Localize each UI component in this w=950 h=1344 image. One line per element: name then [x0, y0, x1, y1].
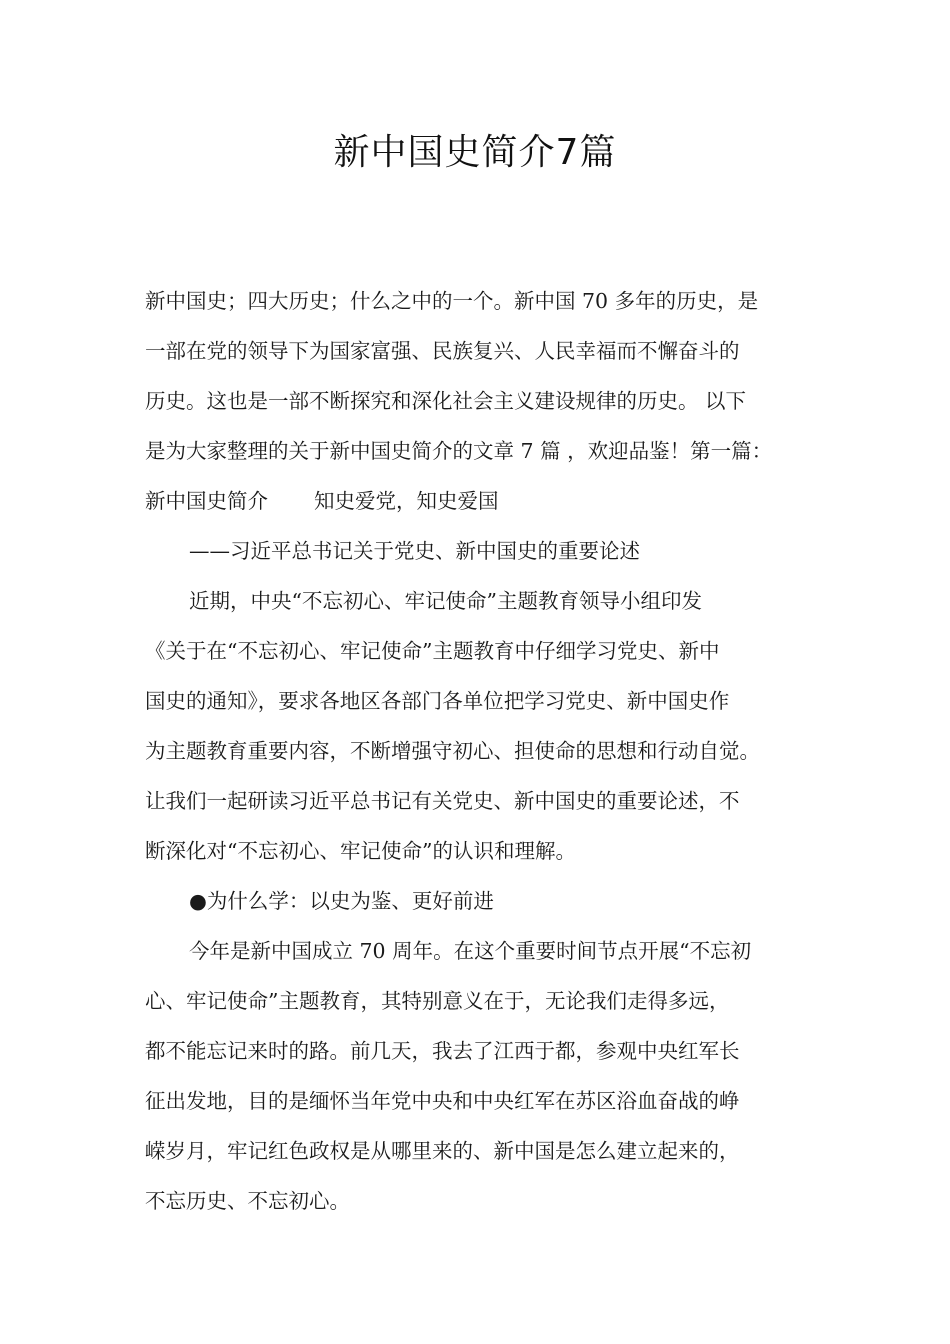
intro-line: 是为大家整理的关于新中国史简介的文章 7 篇 ，欢迎品鉴！第一篇： [145, 439, 773, 463]
paragraph-line: 都不能忘记来时的路。前几天，我去了江西于都，参观中央红军长 [145, 1039, 740, 1063]
article-subtitle: ——习近平总书记关于党史、新中国史的重要论述 [189, 539, 640, 563]
paragraph-line: 让我们一起研读习近平总书记有关党史、新中国史的重要论述，不 [145, 789, 740, 813]
article-label: 新中国史简介 [145, 489, 268, 513]
intro-line: 一部在党的领导下为国家富强、民族复兴、人民幸福而不懈奋斗的 [145, 339, 740, 363]
paragraph-line: 今年是新中国成立 70 周年。在这个重要时间节点开展“不忘初 [189, 939, 752, 963]
paragraph-line: 心、牢记使命”主题教育，其特别意义在于，无论我们走得多远， [145, 989, 730, 1013]
document-title: 新中国史简介7篇 [333, 132, 617, 173]
paragraph-line: 国史的通知》，要求各地区各部门各单位把学习党史、新中国史作 [145, 689, 730, 713]
paragraph-line: 嵘岁月，牢记红色政权是从哪里来的、新中国是怎么建立起来的， [145, 1139, 740, 1163]
section-heading: ●为什么学：以史为鉴、更好前进 [189, 889, 494, 913]
paragraph-line: 为主题教育重要内容，不断增强守初心、担使命的思想和行动自觉。 [145, 739, 760, 763]
paragraph-line: 征出发地，目的是缅怀当年党中央和中央红军在苏区浴血奋战的峥 [145, 1089, 740, 1113]
paragraph-line: 《关于在“不忘初心、牢记使命”主题教育中仔细学习党史、新中 [145, 639, 720, 663]
article-title: 知史爱党，知史爱国 [314, 489, 499, 513]
document-body [145, 276, 825, 1226]
first-article-heading [145, 476, 825, 526]
paragraph-line: 断深化对“不忘初心、牢记使命”的认识和理解。 [145, 839, 576, 863]
intro-line: 历史。这也是一部不断探究和深化社会主义建设规律的历史。 以下 [145, 389, 747, 413]
intro-line: 新中国史；四大历史；什么之中的一个。新中国 70 多年的历史，是 [145, 289, 759, 313]
paragraph-line: 不忘历史、不忘初心。 [145, 1189, 350, 1213]
paragraph-line: 近期，中央“不忘初心、牢记使命”主题教育领导小组印发 [189, 589, 702, 613]
